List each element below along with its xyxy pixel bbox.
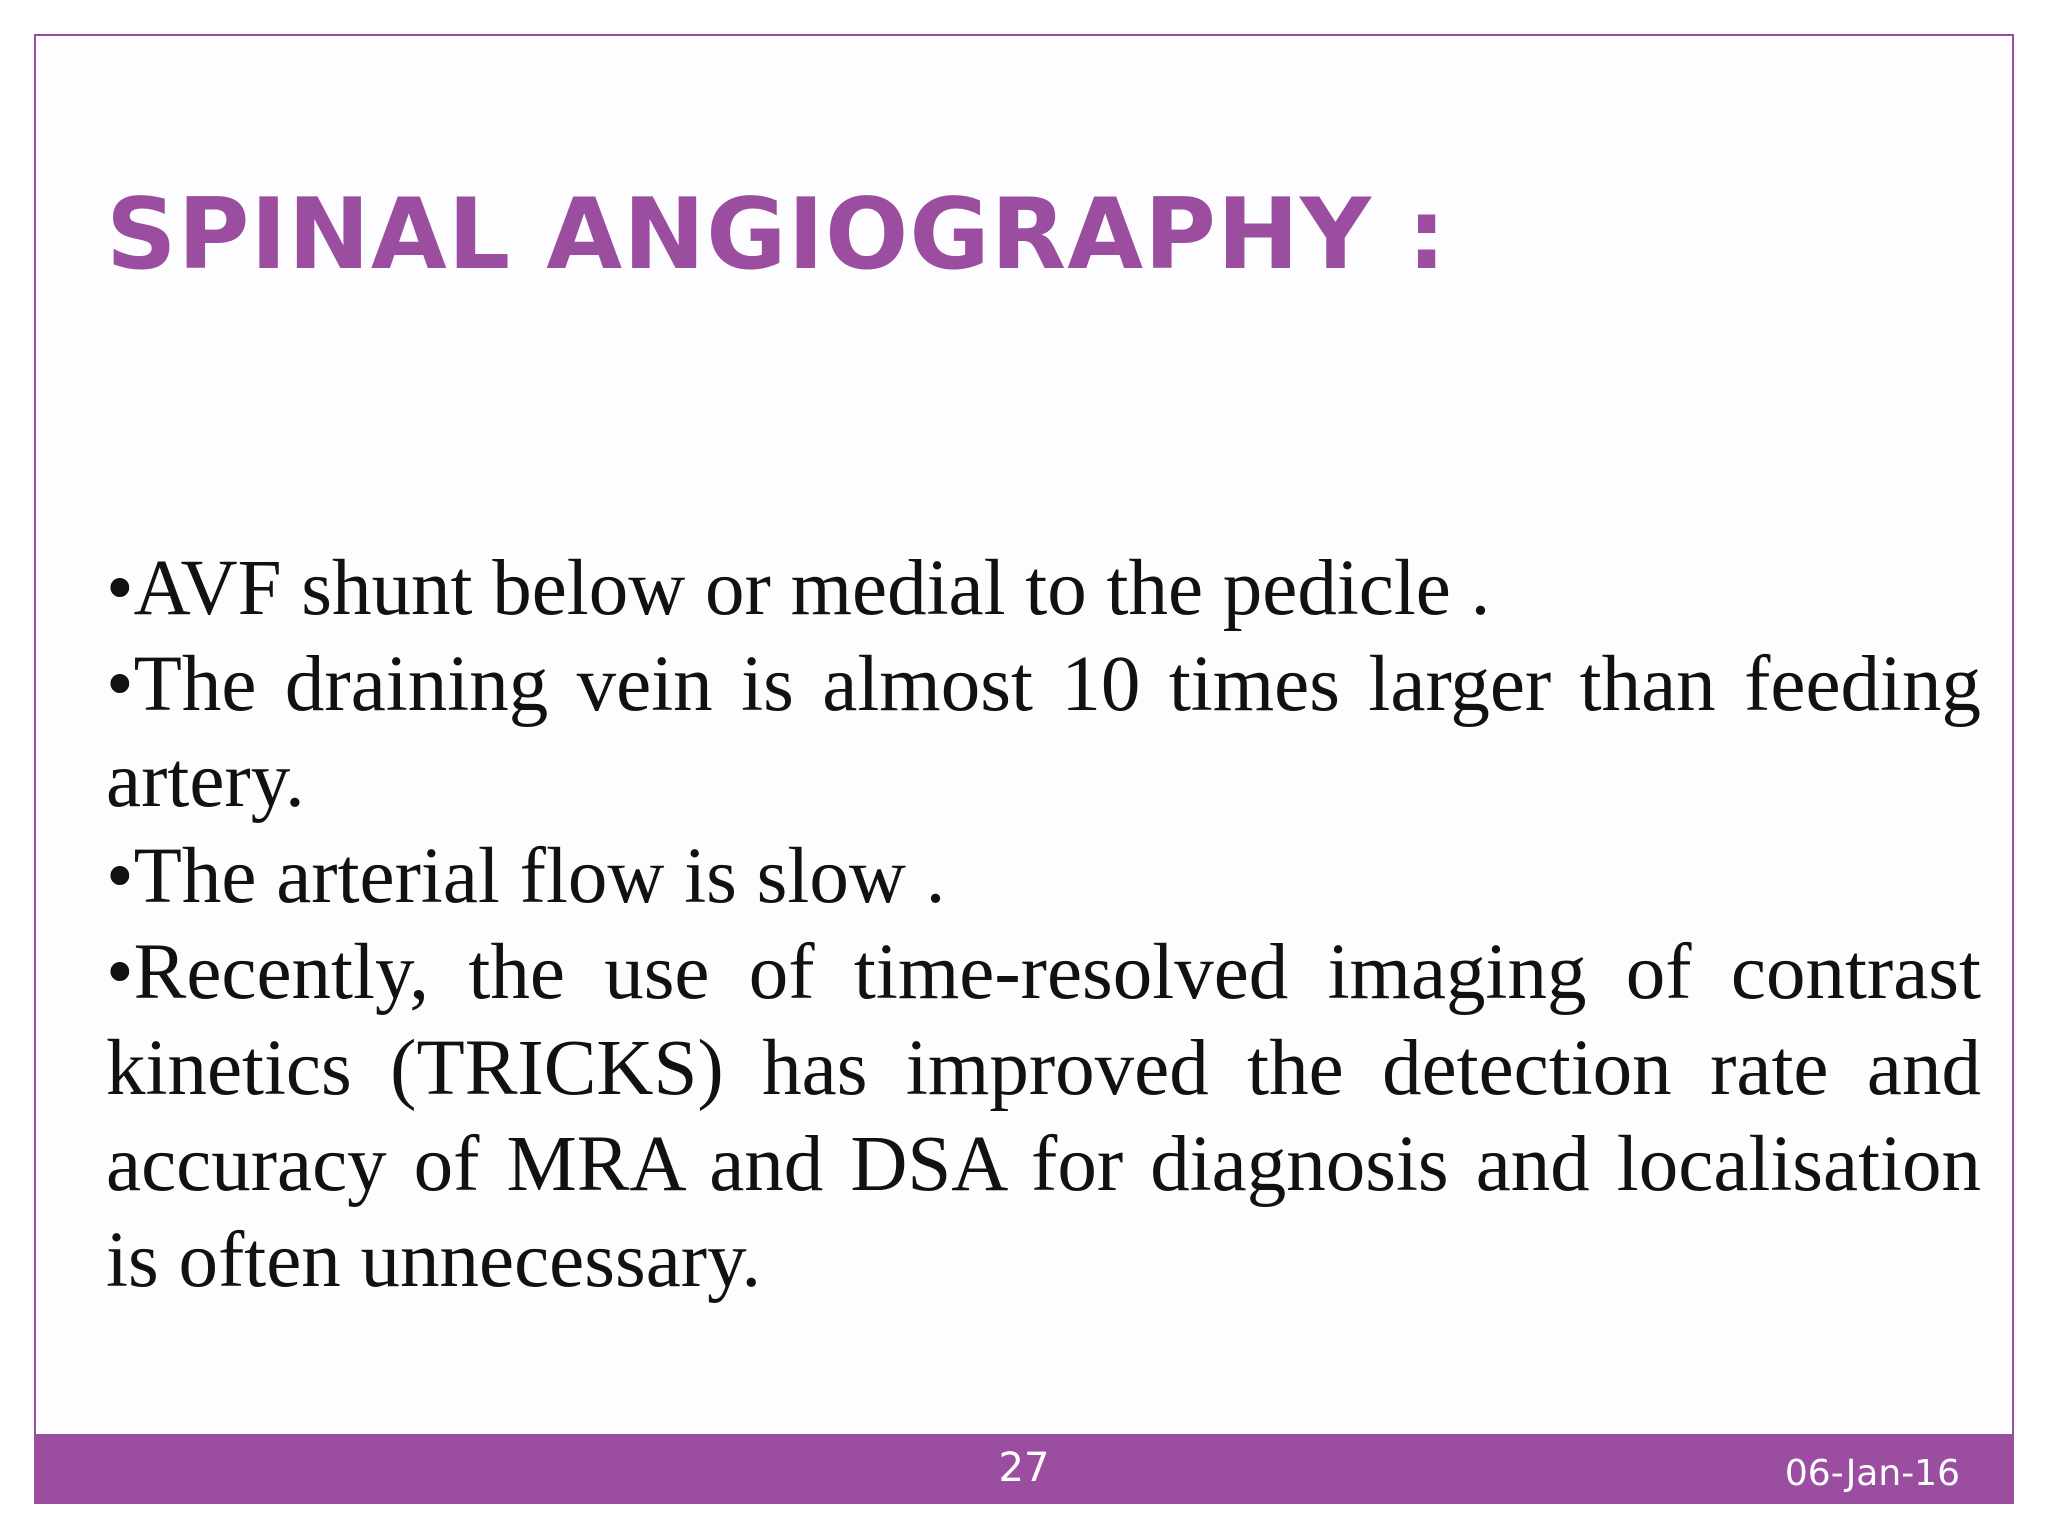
bullet-item: •Recently, the use of time-resolved imaging of contrast kinetics (TRICKS) has improved the detection rate and accuracy of MRA and DSA for diagnosis and localisation is often unnecessary. bbox=[106, 929, 1981, 1304]
slide-body bbox=[106, 541, 1981, 1309]
footer-bar bbox=[36, 1434, 2012, 1502]
bullet-item: •The arterial flow is slow . bbox=[106, 833, 946, 920]
bullet-item: •The draining vein is almost 10 times larger than feeding artery. bbox=[106, 641, 1981, 824]
page-number: 27 bbox=[998, 1445, 1050, 1491]
slide bbox=[34, 34, 2014, 1504]
slide-title: SPINAL ANGIOGRAPHY : bbox=[106, 178, 1448, 292]
slide-date: 06-Jan-16 bbox=[1784, 1453, 1960, 1494]
bullet-item: •AVF shunt below or medial to the pedicle . bbox=[106, 545, 1491, 632]
